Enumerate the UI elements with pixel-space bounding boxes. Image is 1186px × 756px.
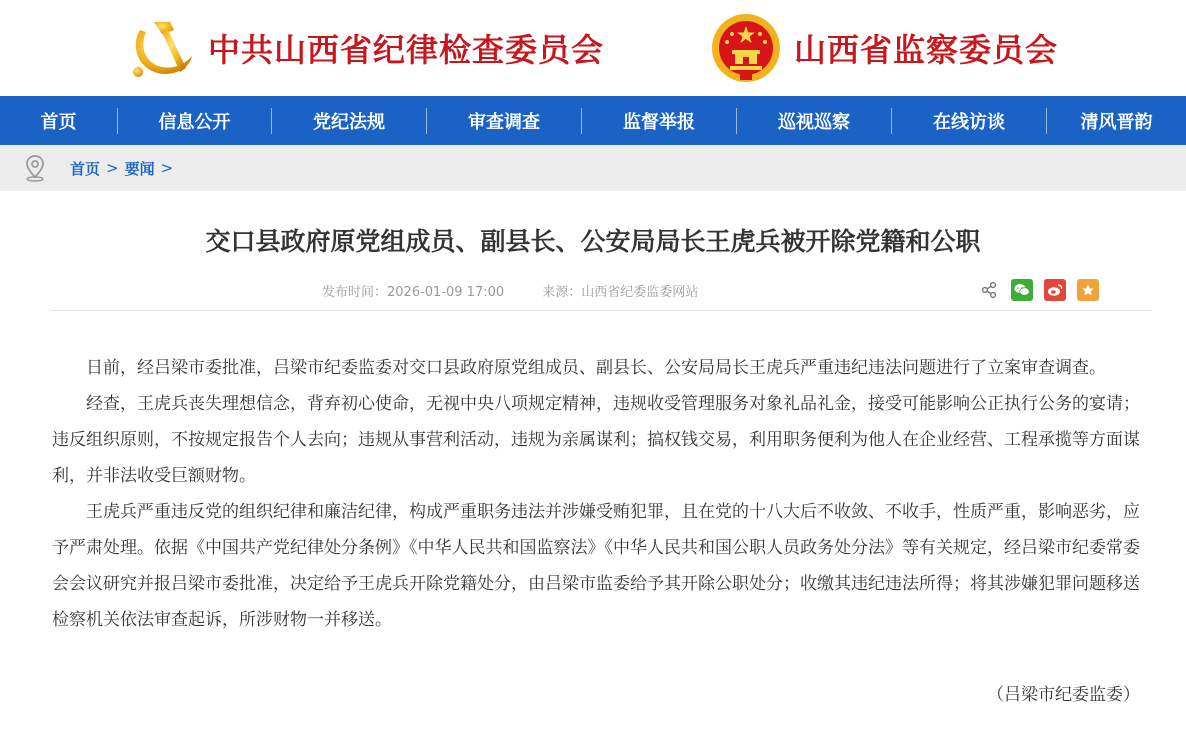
breadcrumb-news[interactable]: 要闻	[124, 159, 155, 178]
nav-item-home[interactable]: 首页	[40, 111, 77, 133]
breadcrumb-separator: >	[160, 159, 174, 177]
article-title: 交口县政府原党组成员、副县长、公安局局长王虎兵被开除党籍和公职	[205, 227, 981, 256]
article-author: （吕梁市纪委监委）	[987, 685, 1140, 705]
breadcrumb	[0, 145, 1186, 191]
nav-item-inspection[interactable]: 巡视巡察	[778, 111, 850, 133]
article-paragraph: 经查，王虎兵丧失理想信念，背弃初心使命，无视中央八项规定精神，违规收受管理服务对象礼品礼金，接受可能影响公正执行公务的宴请；违反组织原则，不按规定报告个人去向；违规从事营利活动，违规为亲属谋利；搞权钱交易，利用职务便利为他人在企业经营、工程承揽等方面谋利，并非法收受巨额财物。	[52, 394, 1140, 486]
wechat-icon[interactable]	[1011, 279, 1033, 301]
nav-item-regulations[interactable]: 党纪法规	[313, 111, 385, 133]
article-body	[52, 350, 1152, 638]
article-paragraph: 王虎兵严重违反党的组织纪律和廉洁纪律，构成严重职务违法并涉嫌受贿犯罪，且在党的十八大后不收敛、不收手，性质严重，影响恶劣，应予严肃处理。依据《中国共产党纪律处分条例》《中华人民共和国监察法》《中华人民共和国公职人员政务处分法》等有关规定，经吕梁市纪委常委会会议研究并报吕梁市委批准，决定给予王虎兵开除党籍处分，由吕梁市监委给予其开除公职处分；收缴其违纪违法所得；将其涉嫌犯罪问题移送检察机关依法审查起诉，所涉财物一并移送。	[52, 502, 1140, 630]
share-bar	[978, 279, 1110, 301]
share-icon[interactable]	[978, 279, 1000, 301]
nav-item-interview[interactable]: 在线访谈	[933, 111, 1005, 133]
breadcrumb-trail	[70, 145, 179, 191]
main-nav	[0, 96, 1186, 145]
right-org-name: 山西省监察委员会	[794, 31, 1059, 69]
favorite-icon[interactable]	[1077, 279, 1099, 301]
site-header	[0, 0, 1186, 96]
publish-time: 发布时间：2026-01-09 17:00	[322, 285, 505, 300]
nav-item-report[interactable]: 监督举报	[623, 111, 695, 133]
left-org-name: 中共山西省纪律检查委员会	[208, 31, 605, 69]
nav-item-info[interactable]: 信息公开	[158, 111, 231, 133]
national-emblem-icon	[710, 12, 782, 84]
left-org[interactable]	[124, 0, 604, 96]
location-pin-icon	[24, 154, 46, 182]
article-meta	[322, 281, 732, 300]
party-emblem-icon	[124, 12, 196, 84]
breadcrumb-home[interactable]: 首页	[70, 159, 101, 178]
article-source: 来源：山西省纪委监委网站	[542, 285, 699, 300]
weibo-icon[interactable]	[1044, 279, 1066, 301]
nav-item-qingfeng[interactable]: 清风晋韵	[1080, 111, 1153, 133]
breadcrumb-separator: >	[106, 159, 119, 177]
nav-item-investigation[interactable]: 审查调查	[468, 111, 540, 133]
right-org[interactable]	[710, 0, 1058, 96]
article-paragraph: 日前，经吕梁市委批准，吕梁市纪委监委对交口县政府原党组成员、副县长、公安局局长王虎兵严重违纪违法问题进行了立案审查调查。	[86, 358, 1106, 378]
title-divider	[50, 310, 1152, 311]
